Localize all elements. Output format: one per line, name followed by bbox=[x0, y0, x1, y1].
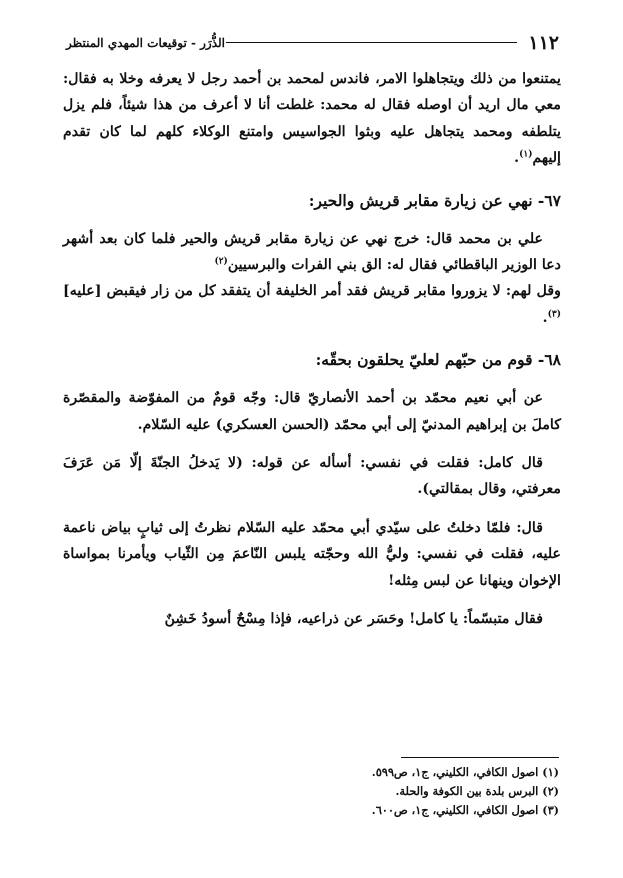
footnote-ref: (٢) bbox=[214, 256, 228, 267]
paragraph-text: علي بن محمد قال: خرج نهي عن زيارة مقابر قريش والحير فلما كان بعد أشهر دعا الوزير الباقطائي فقال له: الق بني الفرات والبرسيين bbox=[63, 230, 561, 274]
footnote: (١) اصول الكافي، الكليني، ج١، ص٥٩٩. bbox=[371, 765, 559, 779]
paragraph: فقال متبسّماً: يا كامل! وحَسَر عن ذراعيه، فإذا مِسْحٌ أسودُ خَشِنٌ bbox=[164, 611, 543, 628]
paragraph: قال: فلمّا دخلتُ على سيّدي أبي محمّد عليه السّلام نظرتُ إلى ثيابٍ بياض ناعمة عليه، فقلت في نفسي: وليُّ الله وحجّته يلبس النّاعمَ مِن الثّياب ويأمرنا بمواساة الإخوان وينهانا عن لبس مِثله! bbox=[63, 519, 561, 589]
paragraph-text: يمتنعوا من ذلك ويتجاهلوا الامر، فاندس لمحمد بن أحمد رجل لا يعرفه وخلا به فقال: معي مال اريد أن اوصله فقال له محمد: غلطت أنا لا أعرف من هذا شيئاً، فلم يزل يتلطفه ومحمد يتجاهل عليه وبثوا الجواسيس وامتنع الوكلاء كلهم لما كان تقدم إليهم bbox=[63, 71, 561, 167]
paragraph: وقل لهم: لا يزوروا مقابر قريش فقد أمر الخليفة أن يتفقد كل من زار فيقبض [عليه]$^{(٣)}$. bbox=[63, 283, 561, 326]
paragraph-continuation: يمتنعوا من ذلك ويتجاهلوا الامر، فاندس لمحمد بن أحمد رجل لا يعرفه وخلا به فقال: معي مال اريد أن اوصله فقال له محمد: غلطت أنا لا أعرف من هذا شيئاً، فلم يزل يتلطفه ومحمد يتجاهل عليه وبثوا الجواسيس وامتنع الوكلاء كلهم لما كان تقدم إليهم$^{(١)}$. bbox=[63, 71, 561, 167]
footnote-rule bbox=[401, 757, 559, 758]
footnote-ref: (١) bbox=[519, 149, 533, 160]
paragraph: عن أبي نعيم محمّد بن أحمد الأنصاريّ قال: وجّه قومٌ من المفوّضة والمقصّرة كاملَ بن إبراهيم المدنيّ إلى أبي محمّد (الحسن العسكري) عليه السّلام. bbox=[63, 390, 561, 433]
footnote-ref: (٣) bbox=[547, 309, 561, 320]
page-number: ١١٢ bbox=[528, 32, 559, 54]
footnote: (٣) اصول الكافي، الكليني، ج١، ص٦٠٠. bbox=[371, 803, 559, 817]
footnotes bbox=[179, 763, 559, 820]
footnote: (٢) البرس بلدة بين الكوفة والحلة. bbox=[395, 784, 559, 798]
paragraph-text: وقل لهم: لا يزوروا مقابر قريش فقد أمر الخليفة أن يتفقد كل من زار فيقبض [عليه] bbox=[63, 283, 561, 300]
page-body bbox=[63, 66, 561, 633]
paragraph bbox=[63, 226, 561, 279]
running-title: الذُّرَر - توقيعات المهدي المنتظر bbox=[66, 36, 225, 50]
paragraph: قال كامل: فقلت في نفسي: أسأله عن قوله: (لا يَدخلُ الجنّةَ إلّا مَن عَرَفَ معرفتي، وقال بمقالتي). bbox=[63, 455, 561, 498]
section-heading-67: ٦٧- نهي عن زيارة مقابر قريش والحير: bbox=[308, 190, 561, 210]
section-heading-68: ٦٨- قوم من حبّهم لعليّ يحلقون بحقّه: bbox=[315, 350, 561, 370]
header-rule bbox=[226, 42, 517, 43]
running-header bbox=[66, 30, 559, 56]
